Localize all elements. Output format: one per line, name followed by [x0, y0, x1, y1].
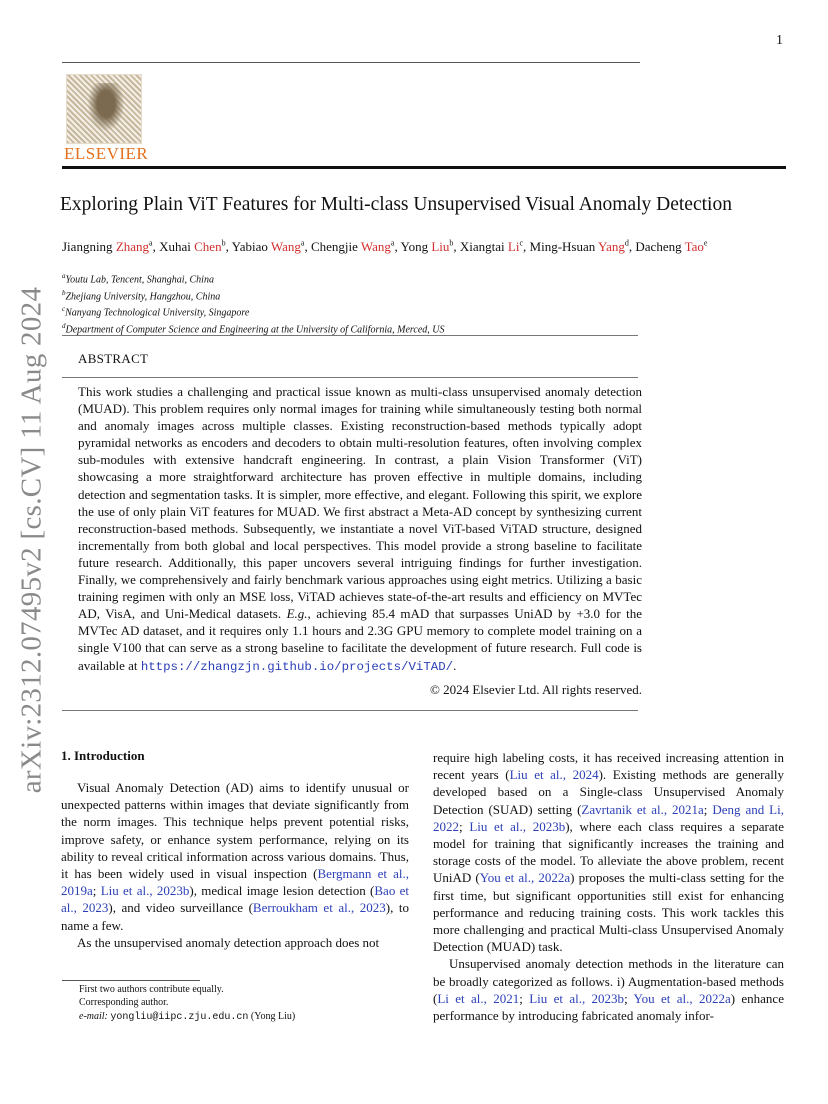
paper-title: Exploring Plain ViT Features for Multi-class Unsupervised Visual Anomaly Detection — [60, 194, 732, 215]
abstract-body: This work studies a challenging and practical issue known as multi-class unsupervised anomaly detection (MUAD). This problem requires only normal images for training while simultaneously testing both normal and anomaly images across multiple classes. Existing reconstruction-based methods typically adopt pyramidal networks as encoders and decoders to obtain multi-resolution features, often involving complex sub-modules with extensive handcraft engineering. In contrast, a plain Vision Transformer (ViT) showcasing a more straightforward architecture has proven effective in multiple domains, including detection and segmentation tasks. It is simpler, more effective, and elegant. Following this spirit, we explore the use of only plain ViT features for MUAD. We first abstract a Meta-AD concept by synthesizing current reconstruction-based methods. Subsequently, we instantiate a novel ViT-based ViTAD structure, designed incrementally from both global and local perspectives. This model provide a strong baseline to facilitate future research. Additionally, this paper uncovers several intriguing findings for further investigation. Finally, we comprehensively and fairly benchmark various approaches using eight metrics. Utilizing a basic training regimen with only an MSE loss, ViTAD achieves state-of-the-art results and efficiency on MVTec AD, VisA, and Uni-Medical datasets. E.g., achieving 85.4 mAD that surpasses UniAD by +3.0 for the MVTec AD dataset, and it requires only 1.1 hours and 2.3G GPU memory to complete model training on a single V100 that can serve as a strong baseline to facilitate the development of future research. Full code is available at https://zhangzjn.github.io/projects/ViTAD/. — [78, 384, 642, 674]
abstract-heading: ABSTRACT — [78, 351, 149, 366]
author: Ming-Hsuan Yang$^d$, — [529, 239, 636, 255]
footnote-corresponding: Corresponding author. — [79, 997, 169, 1009]
author-list — [62, 239, 782, 255]
paragraph: Visual Anomaly Detection (AD) aims to identify unusual or unexpected patterns within images that deviate significantly from the norm images. This technique helps prevent potential risks, improve safety, or enhance system performance, relying on its ability to reveal critical information across various domains. Thus, it has been widely used in visual inspection (Bergmann et al., 2019a; Liu et al., 2023b), medical image lesion detection (Bao et al., 2023), and video surveillance (Berroukham et al., 2023), to name a few. — [61, 780, 409, 933]
author-surname: Tao — [684, 239, 704, 255]
author: Yabiao Wang$^a$, — [231, 239, 311, 255]
author: Jiangning Zhang$^a$, — [62, 239, 160, 255]
citation-link[interactable]: Deng and Li, 2022 — [433, 801, 784, 834]
author: Yong Liu$^b$, — [400, 239, 460, 255]
elsevier-logo — [64, 74, 149, 164]
affiliation: $^a$Youtu Lab, Tencent, Shanghai, China — [62, 272, 214, 286]
author-surname: Wang — [270, 239, 301, 255]
footnotes — [79, 983, 295, 1024]
citation-link[interactable]: Li et al., 2021 — [437, 990, 520, 1006]
divider — [62, 335, 638, 336]
footnote-email: e-mail: yongliu@iipc.zju.edu.cn (Yong Liu) — [79, 1010, 296, 1023]
affiliation: $^c$Nanyang Technological University, Singapore — [62, 305, 250, 319]
code-link[interactable]: https://zhangzjn.github.io/projects/ViTAD/ — [140, 659, 454, 674]
footnote-equal-contribution: First two authors contribute equally. — [79, 984, 224, 995]
author-surname: Wang — [360, 239, 391, 255]
email-address[interactable]: yongliu@iipc.zju.edu.cn — [110, 1011, 249, 1023]
arxiv-stamp — [4, 286, 60, 794]
affiliation: $^d$Department of Computer Science and Engineering at the University of California, Merced, US — [62, 321, 445, 336]
citation-link[interactable]: Liu et al., 2024 — [509, 767, 599, 783]
section-heading: 1. Introduction — [61, 748, 145, 763]
author-surname: Yang — [598, 239, 625, 255]
page-number: 1 — [776, 33, 783, 48]
header-rule — [62, 62, 640, 63]
abstract-text: This work studies a challenging and practical issue known as multi-class unsupervised anomaly detection (MUAD). This problem requires only normal images for training while simultaneously testing both normal and anomaly images across multiple classes. Existing reconstruction-based methods typically adopt pyramidal networks as encoders and decoders to obtain multi-resolution features, often involving complex sub-modules with extensive handcraft engineering. In contrast, a plain Vision Transformer (ViT) showcasing a more straightforward architecture has proven effective in multiple domains, including detection and segmentation tasks. It is simpler, more effective, and elegant. Following this spirit, we explore the use of only plain ViT features for MUAD. We first abstract a Meta-AD concept by synthesizing current reconstruction-based methods. Subsequently, we instantiate a novel ViT-based ViTAD structure, designed incrementally from both global and local perspectives. This model provide a strong baseline to facilitate future research. Additionally, this paper uncovers several intriguing findings for further investigation. Finally, we comprehensively and fairly benchmark various approaches using eight metrics. Utilizing a basic training regimen with only an MSE loss, ViTAD achieves state-of-the-art results and efficiency on MVTec AD, VisA, and Uni-Medical datasets. — [78, 384, 642, 622]
paragraph: Unsupervised anomaly detection methods in the literature can be broadly categorized as follows. i) Augmentation-based methods (Li et al., 2021; Liu et al., 2023b; You et al., 2022a) enhance performance by introducing fabricated anomaly infor- — [433, 956, 784, 1024]
citation-link[interactable]: You et al., 2022a — [479, 870, 571, 886]
paragraph: require high labeling costs, it has received increasing attention in recent years (Liu et al., 2024). Existing methods are generally developed based on a Single-class Unsupervised Anomaly Detection (SUAD) setting (Zavrtanik et al., 2021a; Deng and Li, 2022; Liu et al., 2023b), where each class requires a separate model for training that significantly increases the training and storage costs of the model. To alleviate the above problem, recent UniAD (You et al., 2022a) proposes the multi-class setting for the first time, but significant opportunities still exist for enhancing performance and reducing training costs. This work tackles this more challenging and practical Multi-class Unsupervised Anomaly Detection (MUAD) task. — [433, 750, 784, 955]
citation-link[interactable]: Berroukham et al., 2023 — [252, 900, 386, 916]
author: Chengjie Wang$^a$, — [310, 239, 401, 255]
footnote-rule — [62, 980, 200, 981]
author-surname: Liu — [431, 239, 450, 255]
author: Xuhai Chen$^b$, — [159, 239, 232, 255]
citation-link[interactable]: Liu et al., 2023b — [529, 990, 625, 1006]
citation-link[interactable]: Bergmann et al., 2019a — [61, 866, 409, 899]
citation-link[interactable]: Bao et al., 2023 — [61, 883, 409, 916]
author-surname: Li — [507, 239, 520, 255]
publisher-name: ELSEVIER — [64, 144, 149, 163]
header-thick-rule — [62, 166, 786, 169]
tree-emblem-icon — [66, 74, 142, 144]
abstract-eg: E.g. — [286, 606, 308, 622]
paragraph: As the unsupervised anomaly detection approach does not — [77, 934, 380, 950]
affiliations — [62, 270, 445, 337]
citation-link[interactable]: Liu et al., 2023b — [469, 818, 566, 834]
citation-link[interactable]: You et al., 2022a — [633, 990, 731, 1006]
left-column — [61, 779, 409, 951]
abstract-text-cont: , achieving 85.4 mAD that surpasses UniAD by +3.0 for the MVTec AD dataset, and it requires only 1.1 hours and 2.3G GPU memory to complete model training on a single V100 that can serve as a strong baseline to facilitate the development of future research. Full code is available at — [78, 606, 642, 673]
right-column — [433, 749, 784, 1024]
author-surname: Zhang — [115, 239, 150, 255]
arxiv-id: arXiv:2312.07495v2 [cs.CV] 11 Aug 2024 — [15, 286, 48, 794]
author: Dacheng Tao$^e$ — [635, 239, 708, 255]
citation-link[interactable]: Zavrtanik et al., 2021a — [581, 801, 704, 817]
divider — [62, 710, 638, 711]
copyright: © 2024 Elsevier Ltd. All rights reserved. — [429, 682, 642, 697]
divider — [62, 377, 638, 378]
citation-link[interactable]: Liu et al., 2023b — [100, 883, 190, 899]
affiliation: $^b$Zhejiang University, Hangzhou, China — [62, 288, 221, 302]
author-surname: Chen — [194, 239, 222, 255]
author: Xiangtai Li$^c$, — [459, 239, 530, 255]
